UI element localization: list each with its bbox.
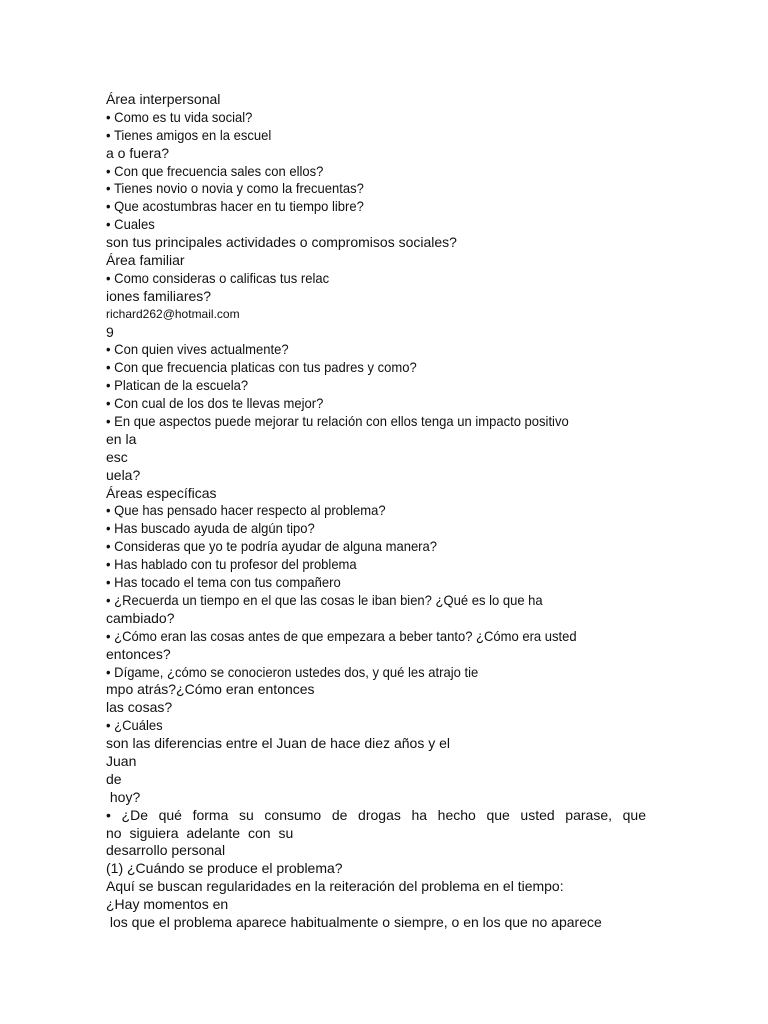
text-line: Aquí se buscan regularidades en la reiteración del problema en el tiempo: (106, 878, 564, 895)
list-item: • Tienes amigos en la escuel (106, 126, 272, 143)
list-item: • Has hablado con tu profesor del problema (106, 556, 357, 573)
heading-area-familiar: Área familiar (106, 252, 185, 269)
heading-areas-especificas: Áreas específicas (106, 484, 217, 501)
text-line: uela? (106, 466, 141, 483)
list-item: • Como es tu vida social? (106, 108, 253, 125)
list-item: • Dígame, ¿cómo se conocieron ustedes dos, y qué les atrajo tie (106, 663, 479, 680)
text-line: a o fuera? (106, 144, 170, 161)
email-text: richard262@hotmail.com (106, 306, 240, 321)
list-item: • Has buscado ayuda de algún tipo? (106, 520, 315, 537)
list-item: • Has tocado el tema con tus compañero (106, 574, 341, 591)
page-number: 9 (106, 323, 114, 340)
list-item: • ¿Cuáles (106, 717, 163, 734)
list-item: • ¿De qué forma su consumo de drogas ha hecho que usted parase, que (106, 806, 646, 823)
list-item: • Platican de la escuela? (106, 377, 249, 394)
text-line: los que el problema aparece habitualmente o siempre, o en los que no aparece (106, 913, 602, 930)
list-item: • Con que frecuencia platicas con tus padres y como? (106, 359, 417, 376)
list-item: • Que has pensado hacer respecto al problema? (106, 502, 386, 519)
list-item: • ¿Cómo eran las cosas antes de que empezara a beber tanto? ¿Cómo era usted (106, 627, 577, 644)
text-line: desarrollo personal (106, 842, 226, 859)
list-item: • Con quien vives actualmente? (106, 341, 289, 358)
heading-area-interpersonal: Área interpersonal (106, 91, 221, 107)
text-line: cambiado? (106, 609, 175, 626)
document-page (106, 91, 666, 932)
text-line: esc (106, 448, 128, 465)
text-line: las cosas? (106, 699, 173, 716)
text-line: iones familiares? (106, 287, 212, 304)
list-item: • Que acostumbras hacer en tu tiempo libre? (106, 198, 364, 215)
text-line: mpo atrás?¿Cómo eran entonces (106, 681, 315, 698)
text-line: (1) ¿Cuándo se produce el problema? (106, 860, 343, 877)
list-item: • Consideras que yo te podría ayudar de alguna manera? (106, 538, 438, 555)
list-item: • Con que frecuencia sales con ellos? (106, 162, 324, 179)
text-line: ¿Hay momentos en (106, 896, 229, 913)
list-item: • Cuales (106, 216, 155, 233)
text-line: en la (106, 430, 137, 447)
list-item: • Como consideras o calificas tus relac (106, 269, 330, 286)
text-line: hoy? (106, 788, 141, 805)
list-item: • Tienes novio o novia y como la frecuentas? (106, 180, 364, 197)
text-line: de (106, 770, 122, 787)
text-line: son tus principales actividades o compromisos sociales? (106, 234, 457, 251)
list-item: • ¿Recuerda un tiempo en el que las cosas le iban bien? ¿Qué es lo que ha (106, 591, 543, 608)
list-item: • Con cual de los dos te llevas mejor? (106, 395, 324, 412)
text-line: entonces? (106, 645, 171, 662)
list-item: • En que aspectos puede mejorar tu relación con ellos tenga un impacto positivo (106, 413, 569, 430)
text-line: Juan (106, 752, 137, 769)
text-line: no siguiera adelante con su (106, 824, 294, 841)
text-line: son las diferencias entre el Juan de hace diez años y el (106, 735, 450, 752)
